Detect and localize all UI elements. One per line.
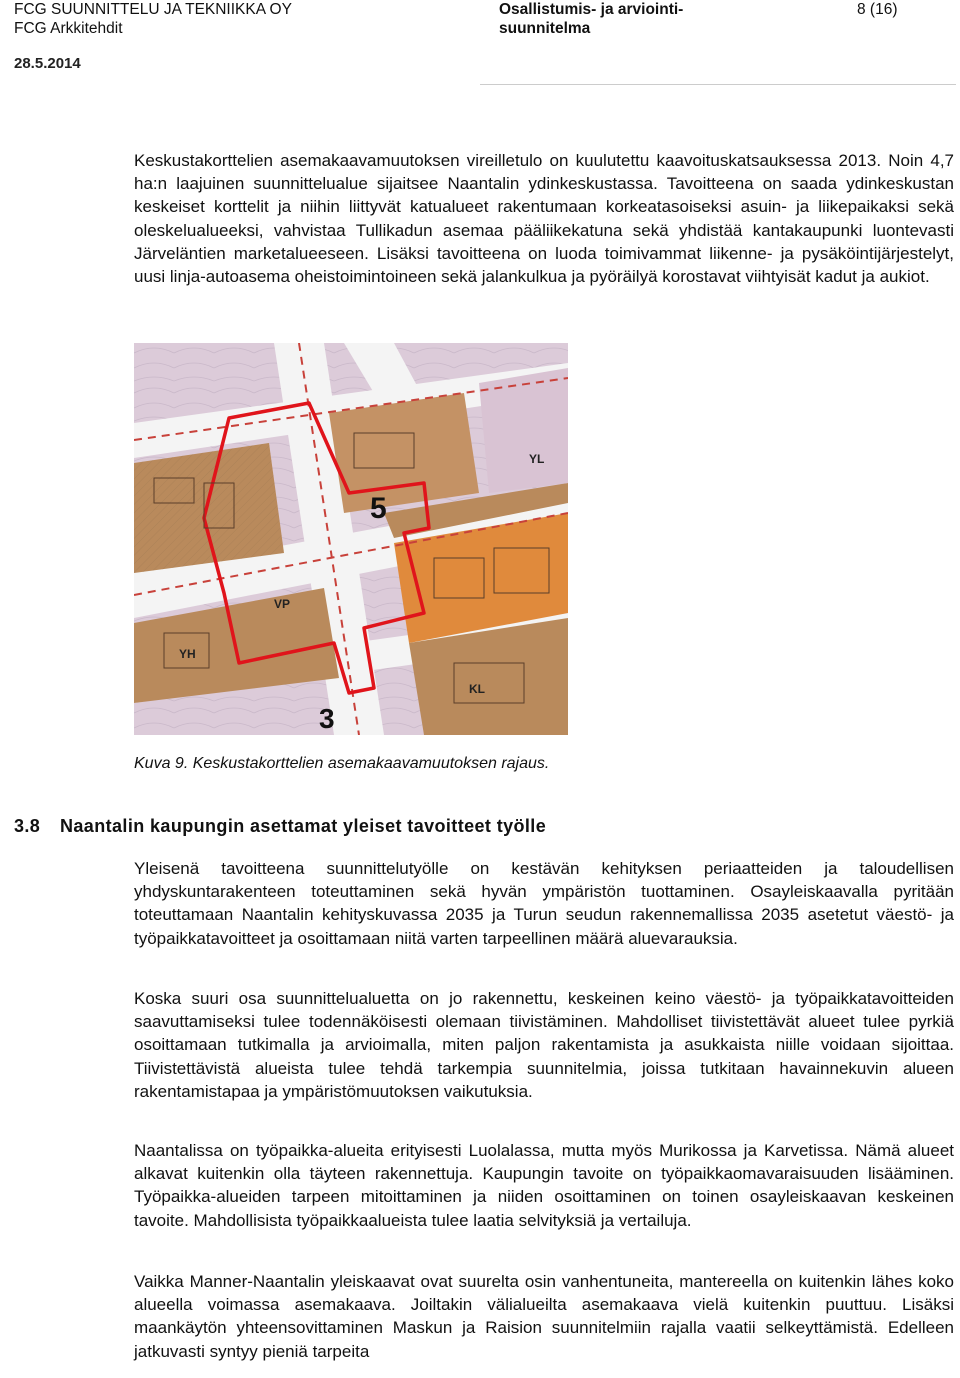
page-number: 8 (16) — [857, 1, 898, 18]
section-number: 3.8 — [14, 816, 41, 836]
block-number-label: 3 — [319, 703, 335, 734]
figure-caption: Kuva 9. Keskustakorttelien asemakaavamuutoksen rajaus. — [134, 755, 550, 772]
header-organization — [14, 0, 292, 38]
section-paragraph-3 — [134, 1139, 954, 1232]
section-paragraph-4 — [134, 1270, 954, 1363]
section-paragraph-1 — [134, 857, 954, 950]
block-northeast-park — [479, 368, 568, 493]
header-document-title — [499, 0, 683, 38]
intro-section — [134, 149, 954, 288]
section-paragraph-2 — [134, 987, 954, 1103]
doc-title-line1: Osallistumis- ja arviointi- — [499, 1, 684, 18]
intro-paragraph: Keskustakorttelien asemakaavamuutoksen vireilletulo on kuulutettu kaavoituskatsauksessa 2013. Noin 4,7 ha:n laajuinen suunnittelualue sijaitsee Naantalin ydinkeskustassa. Tavoitteena on saada ydinkeskustan keskeiset korttelit ja niihin liittyvät katualueet rakentumaan korkeatasoiseksi asuin- ja liikepaikaksi sekä oleskelualueeksi, vahvistaa Tullikadun asemaa pääliikekatuna sekä yhdistää kantakaupunki luontevasti Järveläntien marketalueeseen. Lisäksi tavoitteena on luoda toimivammat liikenne- ja pysäköintijärjestelyt, uusi linja-autoasema oheistoimintoineen sekä jalankulkua ja pyöräilyä korostavat viihtyisät kadut ja aukiot. — [134, 151, 954, 287]
block-center — [329, 393, 479, 513]
plan-map — [134, 343, 568, 735]
org-name: FCG SUUNNITTELU JA TEKNIIKKA OY — [14, 1, 292, 18]
paragraph: Vaikka Manner-Naantalin yleiskaavat ovat suurelta osin vanhentuneita, mantereella on kuitenkin lähes koko alueella voimassa asemakaava. Joiltakin välialueilta asemakaava vielä kuitenkin puuttuu. Lisäksi maankäytön yhteensovittaminen Maskun ja Raision suunnitelmiin rajalla vaatii selkeyttämistä. Edelleen jatkuvasti syntyy pieniä tarpeita — [134, 1272, 954, 1361]
org-unit: FCG Arkkitehdit — [14, 20, 123, 37]
zone-label: YL — [529, 452, 545, 466]
section-title: Naantalin kaupungin asettamat yleiset tavoitteet työlle — [60, 816, 547, 836]
zone-label: VP — [274, 597, 291, 611]
paragraph: Yleisenä tavoitteena suunnittelutyölle on kestävän kehityksen periaatteiden ja taloudellisen yhdyskuntarakenteen toteuttaminen sekä hyvän ympäristön tuottaminen. Osayleiskaavalla pyritään toteuttamaan Naantalin kehityskuvassa 2035 ja Turun seudun rakennemallissa 2035 asetetut väestö- ja työpaikkatavoitteet ja osoittamaan niitä varten tarpeellinen määrä aluevarauksia. — [134, 859, 954, 948]
section-heading — [14, 816, 546, 837]
paragraph: Koska suuri osa suunnittelualuetta on jo rakennettu, keskeinen keino väestö- ja työpaikkatavoitteiden saavuttamiseksi tulee todennäköisesti olemaan tiivistäminen. Mahdolliset tiivistettävät alueet tulee pyrkiä osoittamaan tutkimalla ja arvioimalla, miten paljon rakentamista ja asukkaista niille voidaan sijoittaa. Tiivistettävistä alueista tulee tehdä tarkempia suunnitelmia, joissa tutkitaan havainnekuvin alueen rakentamistapaa ja ympäristömuutoksen vaikutuksia. — [134, 989, 954, 1101]
zone-label: YH — [179, 647, 196, 661]
header-date: 28.5.2014 — [14, 55, 81, 72]
block-number-label: 5 — [370, 492, 387, 525]
page-header — [0, 0, 960, 90]
block-west-hatch — [134, 443, 284, 573]
doc-title-line2: suunnitelma — [499, 20, 591, 37]
paragraph: Naantalissa on työpaikka-alueita erityisesti Luolalassa, mutta myös Murikossa ja Karvetissa. Nämä alueet alkavat kuitenkin olla täyteen rakennettuja. Kaupungin tavoite on työpaikkaomavaraisuuden lisääminen. Työpaikka-alueiden tarpeen mitoittaminen ja niiden osoittaminen on toinen osayleiskaavan keskeinen tavoite. Mahdollisista työpaikkaalueista tulee laatia selvityksiä ja vertailuja. — [134, 1141, 954, 1230]
header-divider — [480, 84, 956, 85]
plan-map-svg — [134, 343, 568, 735]
zone-label: KL — [469, 682, 485, 696]
